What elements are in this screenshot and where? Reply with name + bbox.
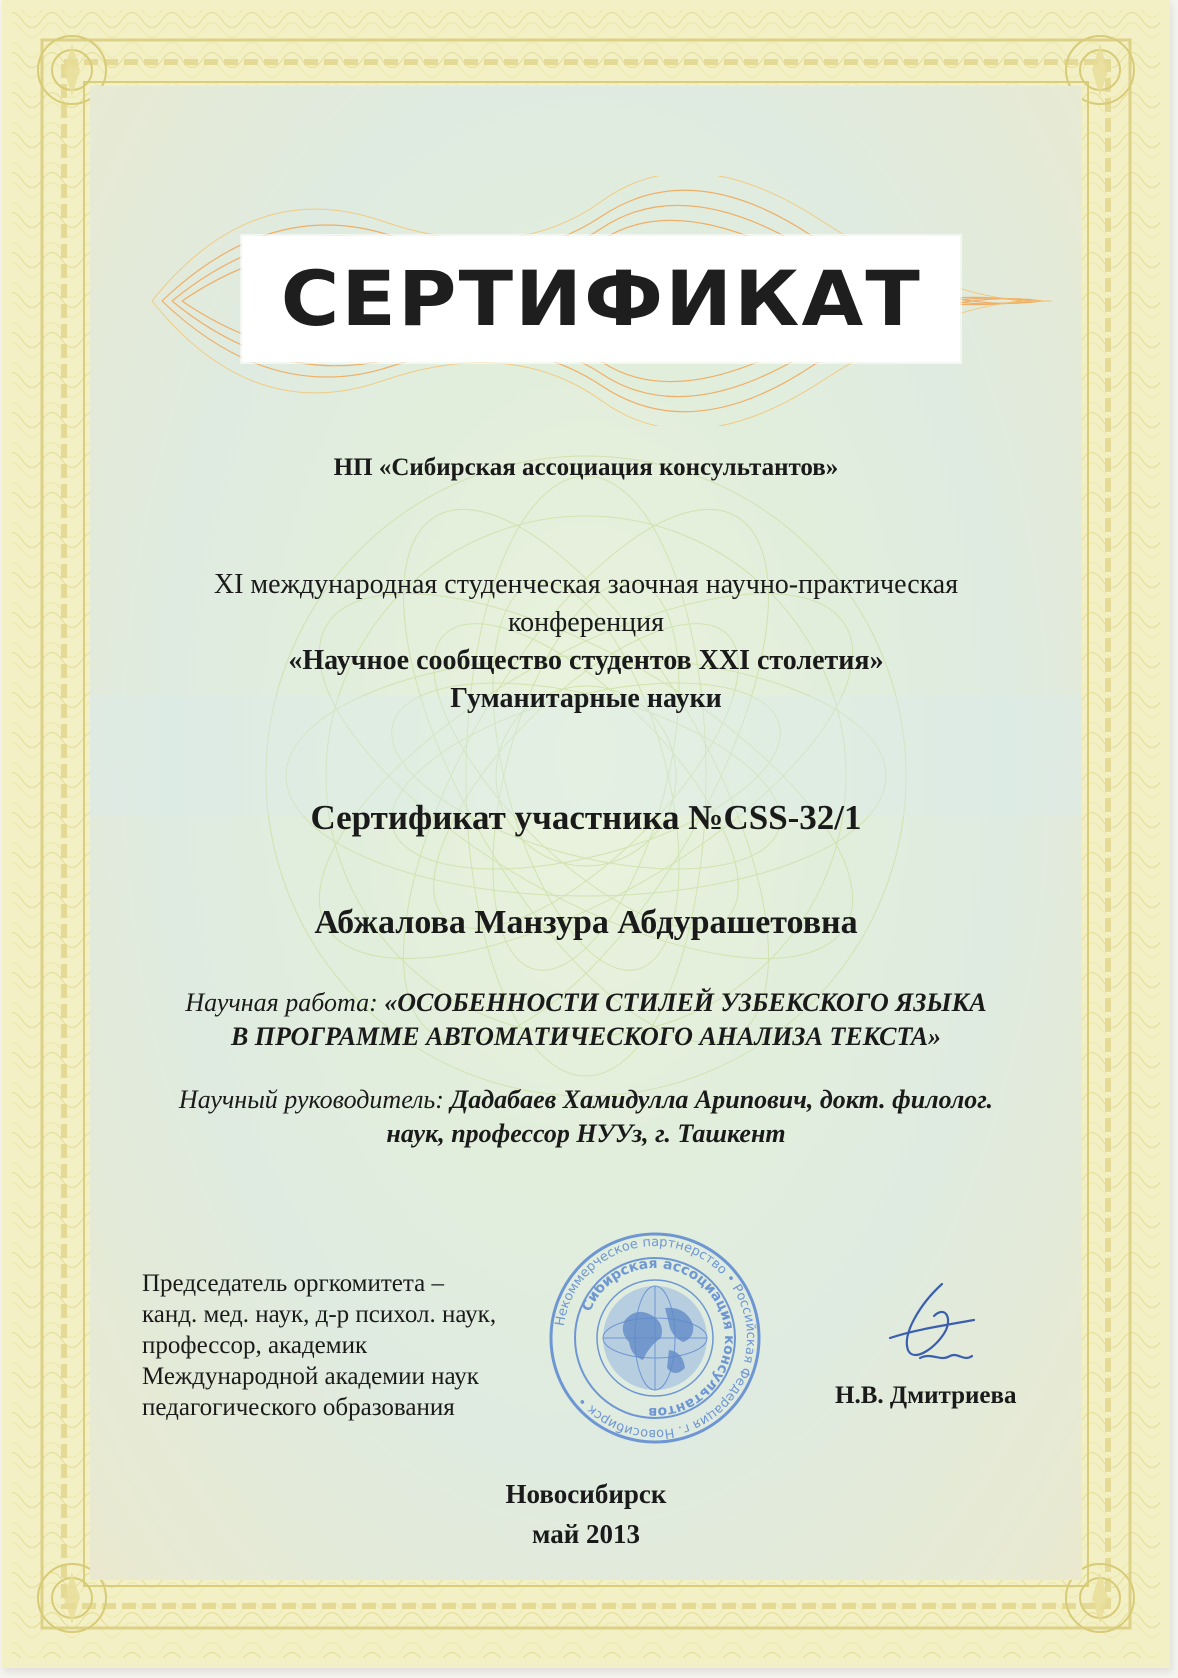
conference-info [90,566,1082,718]
handwritten-signature [880,1276,990,1376]
conference-section: Гуманитарные науки [450,683,722,714]
conference-title: «Научное сообщество студентов XXI столетия» [288,645,884,676]
chair-line-5: педагогического образования [142,1394,455,1421]
conference-line-2: конференция [508,607,664,638]
certificate-body [90,86,1082,1580]
work-label: Научная работа: [185,988,378,1017]
chair-line-4: Международной академии наук [142,1363,479,1390]
advisor-name: Дадабаев Хамидулла Арипович, докт. филолог. [450,1085,994,1114]
research-work-line-1 [90,986,1082,1020]
place-and-date [90,1474,1082,1554]
date: май 2013 [531,1519,640,1549]
title-banner [242,236,960,362]
advisor-label: Научный руководитель: [178,1085,444,1114]
committee-chair [142,1268,562,1423]
official-stamp [545,1228,765,1448]
chair-line-2: канд. мед. наук, д-р психол. наук, [142,1301,497,1328]
advisor-title: наук, профессор НУУз, г. Ташкент [386,1119,786,1148]
organization-name: НП «Сибирская ассоциация консультантов» [333,454,839,481]
participant-name: Абжалова Манзура Абдурашетовна [314,904,858,941]
work-title-line-2: В ПРОГРАММЕ АВТОМАТИЧЕСКОГО АНАЛИЗА ТЕКСТА» [230,1022,942,1051]
city: Новосибирск [505,1479,667,1509]
certificate-number: Сертификат участника №CSS-32/1 [310,798,862,837]
title-plate [242,236,960,362]
scientific-advisor [90,1083,1082,1151]
certificate-sheet [2,0,1170,1668]
certificate-title: СЕРТИФИКАТ [280,254,922,343]
globe-icon [603,1286,707,1390]
research-work [90,986,1082,1054]
chair-line-3: профессор, академик [142,1332,368,1359]
work-title-line-1: «ОСОБЕННОСТИ СТИЛЕЙ УЗБЕКСКОГО ЯЗЫКА [384,988,987,1017]
conference-line-1: XI международная студенческая заочная научно-практическая [213,569,959,600]
signer-name: Н.В. Дмитриева [835,1382,1017,1409]
stamp-inner-text: Сибирская ассоциация консультантов [578,1255,738,1421]
chair-line-1: Председатель оргкомитета – [142,1270,444,1297]
advisor-line-1 [90,1083,1082,1117]
stamp-outer-text: Некоммерческое партнерство • Российская Федерация г. Новосибирск • [552,1234,759,1442]
